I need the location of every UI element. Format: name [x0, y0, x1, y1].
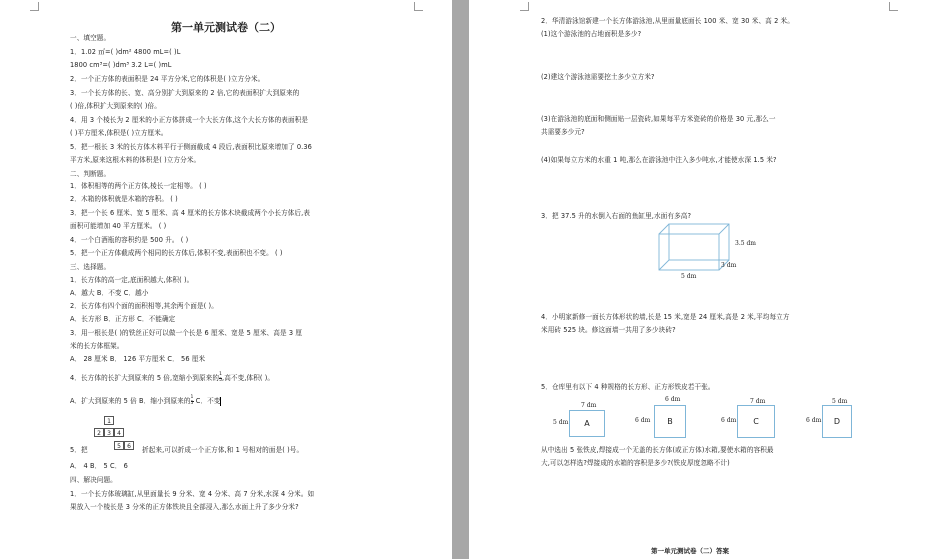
- crop-mark: [414, 2, 423, 11]
- question-line: 5．把一根长 3 米的长方体木料平行于侧面截成 4 段后,表面积比原来增加了 0.36: [70, 143, 312, 151]
- crop-mark: [889, 2, 898, 11]
- sheet-a: A: [569, 410, 605, 437]
- question-line: 从中选出 5 张铁皮,焊接成一个无盖的长方体(或正方体)水箱,要使水箱的容积最: [541, 446, 774, 454]
- question-line: ( )平方厘米,体积是( )立方厘米。: [70, 129, 168, 137]
- question-line: 平方米,原来这根木料的体积是( )立方分米。: [70, 156, 201, 164]
- net-cell: 6: [124, 441, 134, 450]
- question-line: 大,可以怎样选?焊接成的水箱的容积是多少?(铁皮厚度忽略不计): [541, 459, 730, 467]
- question-line: (2)建这个游泳池需要挖土多少立方米?: [541, 73, 655, 81]
- question-line: 米的长方体框架。: [70, 342, 124, 350]
- question-line: 3．用一根长是( )的铁丝正好可以做一个长是 6 厘米、宽是 5 厘米、高是 3 厘: [70, 329, 303, 337]
- question-line: (4)如果每立方米的水重 1 吨,那么在游泳池中注入多少吨水,才能使水深 1.5 米?: [541, 156, 777, 164]
- fraction-denominator: 5: [190, 400, 194, 406]
- sheet-b: B: [654, 405, 686, 438]
- question-line: 5．把一个正方体截成两个相同的长方体后,体积不变,表面积也不变。 ( ): [70, 249, 283, 257]
- section-heading: 四、解决问题。: [70, 476, 117, 484]
- question-line: 1．1.02 ㎡=( )dm² 4800 mL=( )L: [70, 48, 181, 56]
- question-line: 2．华清游泳馆新建一个长方体游泳池,从里面量底面长 100 米、宽 30 米、高 2 米。: [541, 17, 794, 25]
- section-heading: 一、填空题。: [70, 34, 111, 42]
- question-line: 4．一个白酒瓶的容积约是 500 升。 ( ): [70, 236, 189, 244]
- net-cell: 2: [94, 428, 104, 437]
- tank-back-face: [669, 224, 729, 260]
- sheet-a-height-label: 5 dm: [553, 419, 569, 426]
- question-line: 5．仓库里有以下 4 种规格的长方形、正方形铁皮若干张。: [541, 383, 715, 391]
- fraction-denominator: 5: [219, 377, 223, 383]
- question-line: 1．长方体的高一定,底面积越大,体积( )。: [70, 276, 194, 284]
- question-options: A．越大 B．不变 C．越小: [70, 289, 149, 297]
- sheet-b-width-label: 6 dm: [665, 396, 681, 403]
- question-text: ,高不变,体积( )。: [222, 374, 275, 382]
- sheet-d-width-label: 5 dm: [832, 398, 848, 405]
- page-footer: 第一单元测试卷（二）答案: [651, 547, 729, 555]
- question-line: 3．一个长方体的长、宽、高分别扩大到原来的 2 倍,它的表面积扩大到原来的: [70, 89, 300, 97]
- question-line: 1800 cm³=( )dm³ 3.2 L=( )mL: [70, 61, 172, 69]
- sheet-a-width-label: 7 dm: [581, 402, 597, 409]
- fish-tank-figure: [657, 220, 777, 282]
- question-line: ( )倍,体积扩大到原来的( )倍。: [70, 102, 161, 110]
- question-line: 面积可能增加 40 平方厘米。 ( ): [70, 222, 167, 230]
- question-line: 4．小明家新修一面长方体形状的墙,长是 15 米,宽是 24 厘米,高是 2 米,平均每立方: [541, 313, 790, 321]
- question-line: 4．用 3 个棱长为 2 厘米的小正方体拼成一个大长方体,这个大长方体的表面积是: [70, 116, 309, 124]
- question-line: (1)这个游泳池的占地面积是多少?: [541, 30, 642, 38]
- question-line: 折起来,可以折成一个正方体,和 1 号相对的面是( )号。: [142, 446, 304, 454]
- question-options: A． 4 B． 5 C． 6: [70, 462, 128, 470]
- question-line: 1．体积相等的两个正方体,棱长一定相等。 ( ): [70, 182, 207, 190]
- section-heading: 二、判断题。: [70, 170, 111, 178]
- option-text: C．不变: [193, 397, 221, 405]
- tank-front-face: [659, 234, 719, 270]
- question-line: 2．长方体有四个面的面积相等,其余两个面是( )。: [70, 302, 218, 310]
- question-line: 共需要多少元?: [541, 128, 585, 136]
- sheet-b-height-label: 6 dm: [635, 417, 651, 424]
- net-cell: 5: [114, 441, 124, 450]
- document-page-2: [469, 0, 934, 559]
- page-title: 第一单元测试卷（二）: [171, 21, 281, 34]
- question-line: 5．把: [70, 446, 88, 454]
- question-line: 2．一个正方体的表面积是 24 平方分米,它的体积是( )立方分米。: [70, 75, 265, 83]
- sheet-c: C: [737, 405, 775, 438]
- net-cell: 4: [114, 428, 124, 437]
- question-line: [70, 373, 274, 383]
- question-line: 3．把一个长 6 厘米、宽 5 厘米、高 4 厘米的长方体木块截成两个小长方体后,表: [70, 209, 311, 217]
- tank-width-label: 3 dm: [721, 262, 737, 269]
- sheet-c-height-label: 6 dm: [721, 417, 737, 424]
- question-line: (3)在游泳池的底面和侧面贴一层瓷砖,如果每平方米瓷砖的价格是 30 元,那么一: [541, 115, 776, 123]
- fraction-numerator: 1: [190, 395, 194, 400]
- question-line: 1．一个长方体玻璃缸,从里面量长 9 分米、宽 4 分米、高 7 分米,水深 4 分米。如: [70, 490, 315, 498]
- question-line: 果放入一个棱长是 3 分米的正方体铁块且全部浸入,那么水面上升了多少分米?: [70, 503, 299, 511]
- crop-mark: [520, 2, 529, 11]
- option-text: A．扩大到原来的 5 倍 B．缩小到原来的: [70, 397, 191, 405]
- net-cell: 3: [104, 428, 114, 437]
- question-text: 4．长方体的长扩大到原来的 5 倍,宽缩小到原来的: [70, 374, 220, 382]
- question-line: 3．把 37.5 升的水倒入右面的鱼缸里,水面有多高?: [541, 212, 692, 220]
- sheet-c-width-label: 7 dm: [750, 398, 766, 405]
- tank-height-label: 3.5 dm: [735, 240, 756, 247]
- question-line: 2．木箱的体积就是木箱的容积。 ( ): [70, 195, 178, 203]
- question-options: A．长方形 B．正方形 C．不能确定: [70, 315, 176, 323]
- tank-length-label: 5 dm: [681, 273, 697, 280]
- fraction-numerator: 1: [219, 372, 223, 377]
- question-options: [70, 396, 221, 406]
- net-cell: 1: [104, 416, 114, 425]
- question-line: 米用砖 525 块。修这面墙一共用了多少块砖?: [541, 326, 676, 334]
- text-cursor: [220, 397, 221, 406]
- sheet-d: D: [822, 405, 852, 438]
- sheet-d-height-label: 6 dm: [806, 417, 822, 424]
- crop-mark: [30, 2, 39, 11]
- question-options: A． 28 厘米 B． 126 平方厘米 C． 56 厘米: [70, 355, 206, 363]
- document-page-1: [0, 0, 452, 559]
- section-heading: 三、选择题。: [70, 263, 111, 271]
